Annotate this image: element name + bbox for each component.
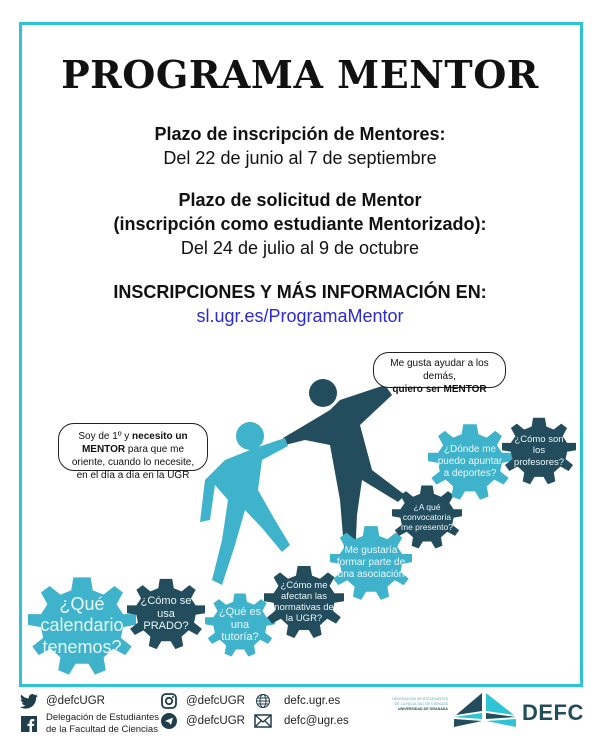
gear-profesores [502,414,576,488]
gear-convocatoria-text: ¿A qué convocatoria me presento? [401,501,453,532]
gear-profesores-text: ¿Cómo son los profesores? [513,434,565,468]
envelope-icon [254,712,272,730]
footer-telegram[interactable] [160,712,245,730]
gear-calendario-text: ¿Qué calendario tenemos? [40,594,124,657]
gear-deportes [428,420,512,504]
instagram-icon [160,692,178,710]
gear-normativas-text: ¿Cómo me afectan las normativas de la UGR? [274,579,334,625]
mentor-bubble-bold: quiero ser MENTOR [392,384,487,395]
gear-prado-text: ¿Cómo se usa PRADO? [140,594,192,633]
logo-small-line3: UNIVERSIDAD DE GRANADA [397,707,448,711]
mentee-deadline-label-2: (inscripción como estudiante Mentorizado): [113,214,487,234]
mentee-figure-icon [200,422,290,585]
mentee-speech-bubble [58,423,208,481]
gear-calendario [28,572,136,680]
facebook-icon [20,715,38,733]
telegram-icon [160,712,178,730]
poster-title: PROGRAMA MENTOR [61,52,539,97]
telegram-handle: @defcUGR [186,715,245,727]
logo-small-line1: DELEGACIÓN DE ESTUDIANTES [392,697,448,701]
footer-facebook[interactable] [20,712,159,736]
twitter-handle: @defcUGR [46,695,105,707]
globe-icon [254,692,272,710]
defc-logo-text: DEFC [522,700,584,725]
mentor-deadline-dates: Del 22 de junio al 7 de septiembre [163,148,437,168]
footer-instagram[interactable] [160,692,245,710]
mentee-bubble-rest: para que me oriente, cuando lo necesite, en el día a día en la UGR [71,444,195,481]
defc-logo-icon [452,691,518,729]
mentor-speech-bubble [373,352,506,395]
mentor-deadline-label: Plazo de inscripción de Mentores: [154,124,446,144]
info-heading: INSCRIPCIONES Y MÁS INFORMACIÓN EN: [113,282,487,302]
mentor-bubble-text: Me gusta ayudar a los demás, [390,358,489,382]
email-link: defc@ugr.es [284,715,349,727]
gear-tutoria-text: ¿Qué es una tutoría? [218,605,262,644]
footer-email[interactable] [254,712,349,730]
twitter-icon [20,692,38,710]
footer-website[interactable] [254,692,340,710]
defc-logo-subtitle [382,697,448,712]
instagram-handle: @defcUGR [186,695,245,707]
mentee-deadline-label-1: Plazo de solicitud de Mentor [178,190,422,210]
mentee-deadline-dates: Del 24 de julio al 9 de octubre [180,238,420,258]
footer-twitter[interactable] [20,692,105,710]
gear-prado [127,575,205,653]
facebook-name-line1: Delegación de Estudiantes [46,712,160,723]
gear-asociacion-text: Me gustaría formar parte de una asociación [336,545,406,580]
info-link[interactable]: sl.ugr.es/ProgramaMentor [196,306,404,326]
gear-deportes-text: ¿Dónde me puedo apuntar a deportes? [437,444,503,479]
logo-small-line2: DE LA FACULTAD DE CIENCIAS [394,702,448,706]
mentee-bubble-bold: necesito un MENTOR [81,431,188,455]
mentee-bubble-text: Soy de 1º y [78,431,133,442]
website-link: defc.ugr.es [284,695,341,707]
facebook-name-line2: de la Facultad de Ciencias [46,724,158,735]
